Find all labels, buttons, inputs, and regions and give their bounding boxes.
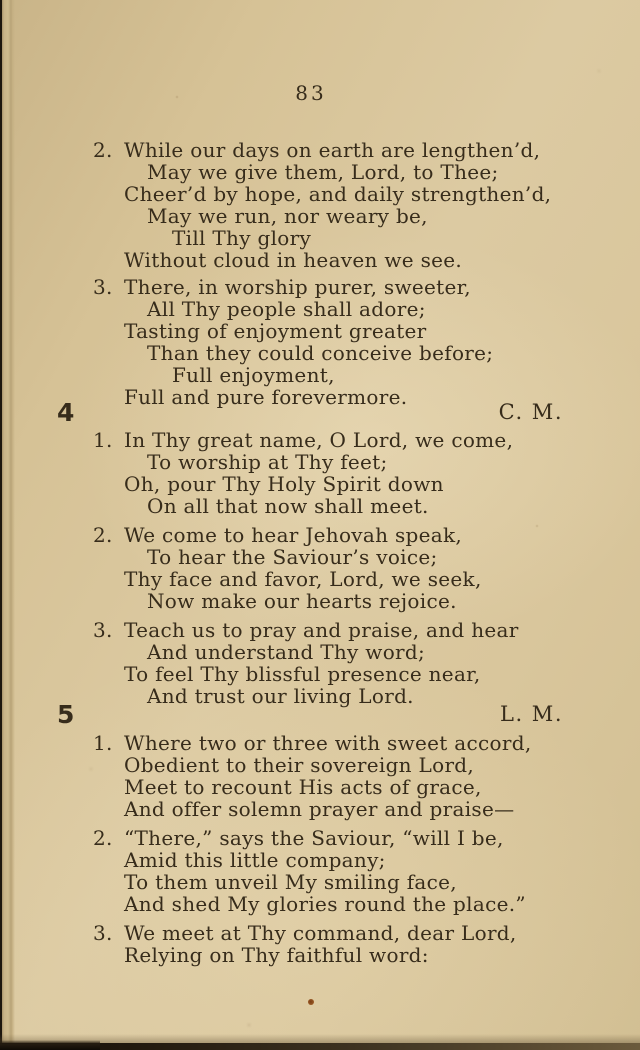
page-bottom-corner-shadow xyxy=(0,1040,100,1050)
verse-line: In Thy great name, O Lord, we come, xyxy=(124,428,514,452)
verse-line: Without cloud in heaven we see. xyxy=(124,248,463,272)
verse-line: Tasting of enjoyment greater xyxy=(124,319,427,343)
verse-line: Where two or three with sweet accord, xyxy=(124,731,532,755)
verse-line: Oh, pour Thy Holy Spirit down xyxy=(124,472,444,496)
verse xyxy=(93,922,517,966)
hymn-header xyxy=(0,701,640,731)
verse-number: 1. xyxy=(93,731,113,755)
verse xyxy=(93,619,519,707)
verse-number: 3. xyxy=(93,618,113,642)
verse-line: On all that now shall meet. xyxy=(147,494,429,518)
verse-number: 3. xyxy=(93,921,113,945)
verse xyxy=(93,524,482,612)
verse-line: Till Thy glory xyxy=(172,226,312,250)
ink-spot xyxy=(308,999,314,1005)
verse-number: 2. xyxy=(93,523,113,547)
meter-label: L. M. xyxy=(500,702,563,726)
verse-line: Than they could conceive before; xyxy=(147,341,494,365)
verse-line: Meet to recount His acts of grace, xyxy=(124,775,482,799)
verse-line: And offer solemn prayer and praise— xyxy=(124,797,515,821)
verse xyxy=(93,429,513,517)
verse-line: We meet at Thy command, dear Lord, xyxy=(124,921,517,945)
verse-line: Full enjoyment, xyxy=(172,363,335,387)
verse-line: To feel Thy blissful presence near, xyxy=(124,662,481,686)
paper-specks xyxy=(0,0,2,2)
verse-line: All Thy people shall adore; xyxy=(147,297,426,321)
verse-line: May we give them, Lord, to Thee; xyxy=(147,160,499,184)
verse-line: Amid this little company; xyxy=(124,848,386,872)
verse-line: May we run, nor weary be, xyxy=(147,204,428,228)
verse-line: Thy face and favor, Lord, we seek, xyxy=(124,567,482,591)
verse-number: 3. xyxy=(93,275,113,299)
hymn-header xyxy=(0,399,640,429)
verse xyxy=(93,139,551,271)
verse-number: 1. xyxy=(93,428,113,452)
hymn-number: 5 xyxy=(57,700,75,729)
meter-label: C. M. xyxy=(498,400,563,424)
book-binding-edge xyxy=(0,0,15,1050)
verse-line: Full and pure forevermore. xyxy=(124,385,408,409)
verse-line: Cheer’d by hope, and daily strengthen’d, xyxy=(124,182,552,206)
verse xyxy=(93,732,531,820)
page-number: 83 xyxy=(295,81,327,105)
verse-line: To them unveil My smiling face, xyxy=(124,870,457,894)
verse-line: “There,” says the Saviour, “will I be, xyxy=(124,826,504,850)
verse xyxy=(93,276,493,408)
verse-line: And trust our living Lord. xyxy=(147,684,414,708)
verse-line: Relying on Thy faithful word: xyxy=(124,943,429,967)
verse-line: There, in worship purer, sweeter, xyxy=(124,275,471,299)
verse-line: We come to hear Jehovah speak, xyxy=(124,523,463,547)
verse-line: Obedient to their sovereign Lord, xyxy=(124,753,475,777)
verse-line: Teach us to pray and praise, and hear xyxy=(124,618,519,642)
verse-line: To worship at Thy feet; xyxy=(147,450,388,474)
verse-line: While our days on earth are lengthen’d, xyxy=(124,138,541,162)
hymn-number: 4 xyxy=(57,398,75,427)
verse-line: Now make our hearts rejoice. xyxy=(147,589,457,613)
verse-line: And understand Thy word; xyxy=(147,640,426,664)
verse xyxy=(93,827,526,915)
verse-number: 2. xyxy=(93,138,113,162)
verse-line: To hear the Saviour’s voice; xyxy=(147,545,438,569)
verse-number: 2. xyxy=(93,826,113,850)
verse-line: And shed My glories round the place.” xyxy=(124,892,526,916)
